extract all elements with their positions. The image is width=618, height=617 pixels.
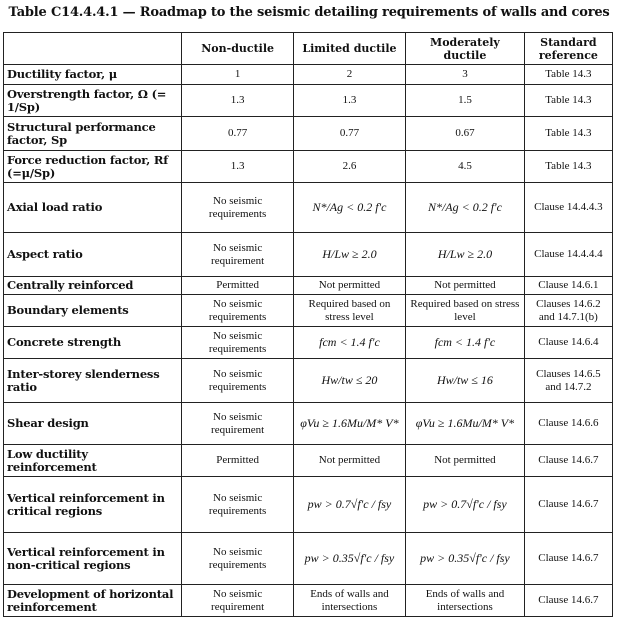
row-label: Low ductility reinforcement — [4, 445, 182, 477]
cell-moderate — [406, 403, 525, 445]
slenderness-formula: Hw/tw ≤ 16 — [436, 372, 493, 387]
cell-limited — [293, 359, 405, 403]
row-label: Concrete strength — [4, 327, 182, 359]
row-label: Vertical reinforcement in critical regions — [4, 477, 182, 533]
table-row — [4, 183, 613, 233]
cell-limited — [293, 183, 405, 233]
table-row — [4, 477, 613, 533]
cell-reference: Clause 14.6.6 — [524, 403, 612, 445]
cell-non-ductile: 1.3 — [182, 85, 293, 117]
cell-limited: Ends of walls and intersections — [293, 585, 405, 617]
cell-limited: Not permitted — [293, 445, 405, 477]
table-row — [4, 233, 613, 277]
table-row — [4, 295, 613, 327]
cell-moderate — [406, 327, 525, 359]
axial-load-formula: N*/Ag < 0.2 f'c — [312, 199, 387, 214]
row-label: Axial load ratio — [4, 183, 182, 233]
header-non-ductile: Non-ductile — [182, 33, 293, 65]
row-label: Development of horizontal reinforcement — [4, 585, 182, 617]
cell-limited — [293, 533, 405, 585]
cell-limited — [293, 233, 405, 277]
header-limited-ductile: Limited ductile — [293, 33, 405, 65]
cell-reference: Clause 14.6.7 — [524, 585, 612, 617]
cell-moderate: 1.5 — [406, 85, 525, 117]
cell-limited: Required based on stress level — [293, 295, 405, 327]
cell-non-ductile: No seismic requirement — [182, 585, 293, 617]
row-label: Shear design — [4, 403, 182, 445]
table-row — [4, 65, 613, 85]
cell-moderate: Not permitted — [406, 277, 525, 295]
table-row — [4, 277, 613, 295]
cell-moderate — [406, 477, 525, 533]
table-row — [4, 445, 613, 477]
cell-non-ductile: No seismic requirements — [182, 183, 293, 233]
header-row — [4, 33, 613, 65]
cell-non-ductile: No seismic requirements — [182, 477, 293, 533]
cell-limited: 2.6 — [293, 151, 405, 183]
row-label: Boundary elements — [4, 295, 182, 327]
table-row — [4, 85, 613, 117]
table-row — [4, 117, 613, 151]
concrete-strength-formula: fcm < 1.4 f'c — [319, 334, 380, 349]
cell-moderate: 4.5 — [406, 151, 525, 183]
slenderness-formula: Hw/tw ≤ 20 — [321, 372, 378, 387]
shear-design-formula: φVu ≥ 1.6Mu/M* V* — [300, 415, 399, 430]
cell-limited — [293, 327, 405, 359]
row-label: Vertical reinforcement in non-critical regions — [4, 533, 182, 585]
cell-non-ductile: No seismic requirements — [182, 295, 293, 327]
table-row — [4, 327, 613, 359]
vertical-reinforcement-formula: pw > 0.7√f'c / fsy — [307, 496, 392, 511]
cell-moderate: 0.67 — [406, 117, 525, 151]
cell-moderate — [406, 359, 525, 403]
cell-reference: Clause 14.6.7 — [524, 477, 612, 533]
aspect-ratio-formula: H/Lw ≥ 2.0 — [322, 246, 377, 261]
vertical-reinforcement-formula: pw > 0.35√f'c / fsy — [304, 550, 395, 565]
axial-load-formula: N*/Ag < 0.2 f'c — [427, 199, 502, 214]
row-label: Centrally reinforced — [4, 277, 182, 295]
row-label: Ductility factor, μ — [4, 65, 182, 85]
cell-non-ductile: No seismic requirements — [182, 359, 293, 403]
cell-reference: Clause 14.6.7 — [524, 533, 612, 585]
cell-reference: Clause 14.6.1 — [524, 277, 612, 295]
cell-limited: Not permitted — [293, 277, 405, 295]
cell-limited: 2 — [293, 65, 405, 85]
table-row — [4, 359, 613, 403]
cell-reference: Clause 14.4.4.3 — [524, 183, 612, 233]
cell-limited — [293, 403, 405, 445]
cell-reference: Clauses 14.6.5 and 14.7.2 — [524, 359, 612, 403]
cell-moderate: Not permitted — [406, 445, 525, 477]
cell-moderate — [406, 233, 525, 277]
header-blank — [4, 33, 182, 65]
cell-moderate — [406, 533, 525, 585]
vertical-reinforcement-formula: pw > 0.35√f'c / fsy — [420, 550, 510, 565]
cell-reference: Table 14.3 — [524, 65, 612, 85]
row-label: Overstrength factor, Ω (= 1/Sp) — [4, 85, 182, 117]
concrete-strength-formula: fcm < 1.4 f'c — [434, 334, 496, 349]
cell-reference: Clause 14.6.4 — [524, 327, 612, 359]
cell-reference: Table 14.3 — [524, 117, 612, 151]
cell-non-ductile: No seismic requirements — [182, 327, 293, 359]
shear-design-formula: φVu ≥ 1.6Mu/M* V* — [415, 415, 515, 430]
cell-non-ductile: No seismic requirements — [182, 533, 293, 585]
table-row — [4, 403, 613, 445]
table-row — [4, 151, 613, 183]
roadmap-table — [3, 32, 613, 617]
cell-non-ductile: Permitted — [182, 445, 293, 477]
header-standard-reference: Standard reference — [524, 33, 612, 65]
cell-reference: Clause 14.4.4.4 — [524, 233, 612, 277]
cell-limited: 0.77 — [293, 117, 405, 151]
table-row — [4, 533, 613, 585]
cell-limited: 1.3 — [293, 85, 405, 117]
table-title: Table C14.4.4.1 — Roadmap to the seismic detailing requirements of walls and cores — [8, 5, 610, 20]
cell-non-ductile: No seismic requirement — [182, 233, 293, 277]
cell-moderate: Required based on stress level — [406, 295, 525, 327]
cell-non-ductile: 0.77 — [182, 117, 293, 151]
aspect-ratio-formula: H/Lw ≥ 2.0 — [437, 246, 493, 261]
cell-reference: Clause 14.6.7 — [524, 445, 612, 477]
vertical-reinforcement-formula: pw > 0.7√f'c / fsy — [423, 496, 507, 511]
cell-moderate: Ends of walls and intersections — [406, 585, 525, 617]
row-label: Aspect ratio — [4, 233, 182, 277]
row-label: Structural performance factor, Sp — [4, 117, 182, 151]
cell-non-ductile: No seismic requirement — [182, 403, 293, 445]
row-label: Force reduction factor, Rf (=μ/Sp) — [4, 151, 182, 183]
cell-limited — [293, 477, 405, 533]
cell-non-ductile: Permitted — [182, 277, 293, 295]
cell-moderate — [406, 183, 525, 233]
table-row — [4, 585, 613, 617]
cell-reference: Table 14.3 — [524, 85, 612, 117]
cell-reference: Clauses 14.6.2 and 14.7.1(b) — [524, 295, 612, 327]
cell-reference: Table 14.3 — [524, 151, 612, 183]
cell-non-ductile: 1 — [182, 65, 293, 85]
row-label: Inter-storey slenderness ratio — [4, 359, 182, 403]
header-moderately-ductile: Moderately ductile — [406, 33, 525, 65]
cell-non-ductile: 1.3 — [182, 151, 293, 183]
cell-moderate: 3 — [406, 65, 525, 85]
